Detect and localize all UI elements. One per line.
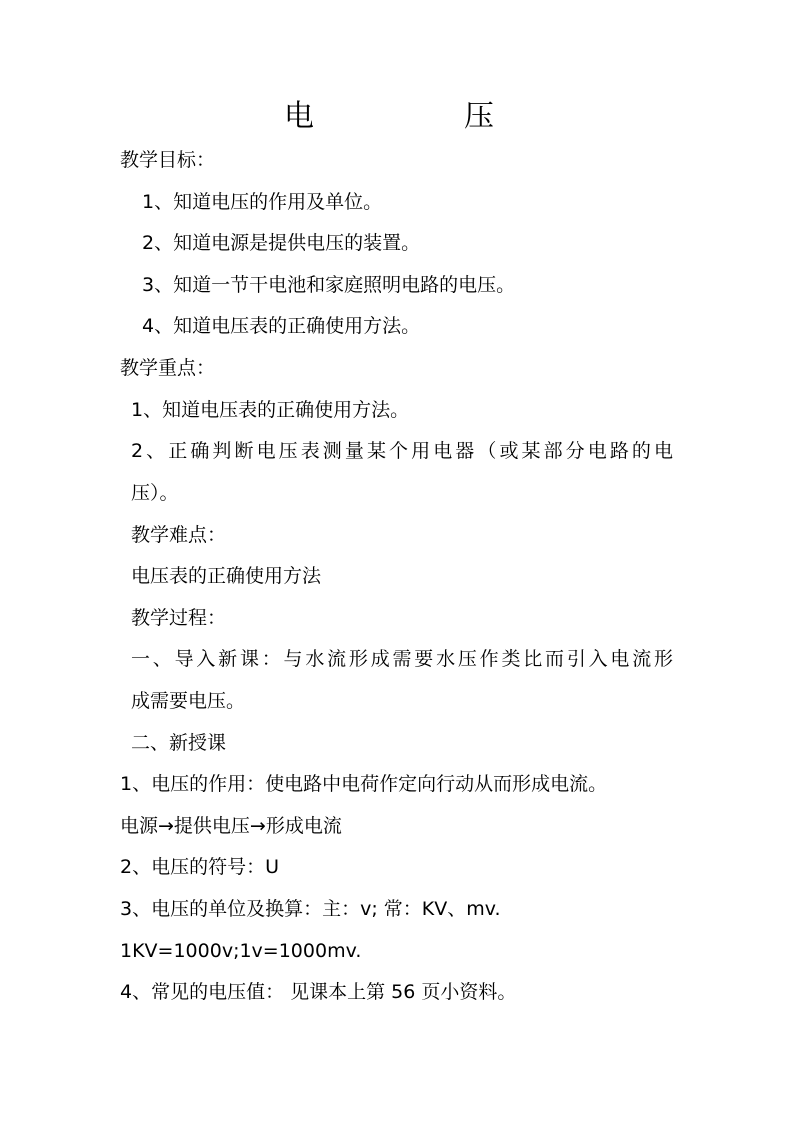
section-heading-difficulty: 教学难点： xyxy=(131,524,227,546)
section-heading-process: 教学过程： xyxy=(131,607,227,629)
key-point-item-2-continued: 压）。 xyxy=(131,482,179,504)
content-common-values: 4、常见的电压值： 见课本上第 56 页小资料。 xyxy=(120,981,517,1003)
content-voltage-flow: 电源→提供电压→形成电流 xyxy=(120,815,342,837)
document-title: 电 压 xyxy=(284,99,554,134)
content-voltage-function: 1、电压的作用：使电路中电荷作定向行动从而形成电流。 xyxy=(120,773,608,795)
difficulty-item: 电压表的正确使用方法 xyxy=(131,565,322,587)
objective-item-2: 2、知道电源是提供电压的装置。 xyxy=(142,232,421,254)
objective-item-4: 4、知道电压表的正确使用方法。 xyxy=(142,315,421,337)
content-voltage-symbol: 2、电压的符号：U xyxy=(120,856,279,878)
section-heading-objectives: 教学目标： xyxy=(120,149,216,171)
content-unit-conversion: 1KV=1000v;1v=1000mv. xyxy=(120,940,362,962)
process-step-new-lesson: 二、新授课 xyxy=(131,732,227,754)
process-step-introduction-continued: 成需要电压。 xyxy=(131,690,246,712)
content-voltage-units: 3、电压的单位及换算：主：v; 常：KV、mv. xyxy=(120,898,501,920)
key-point-item-2: 2、正确判断电压表测量某个用电器（或某部分电路的电 xyxy=(131,440,673,462)
section-heading-key-points: 教学重点： xyxy=(120,357,216,379)
process-step-introduction: 一、导入新课：与水流形成需要水压作类比而引入电流形 xyxy=(131,648,673,670)
key-point-item-1: 1、知道电压表的正确使用方法。 xyxy=(131,399,410,421)
objective-item-1: 1、知道电压的作用及单位。 xyxy=(142,191,383,213)
objective-item-3: 3、知道一节干电池和家庭照明电路的电压。 xyxy=(142,274,516,296)
